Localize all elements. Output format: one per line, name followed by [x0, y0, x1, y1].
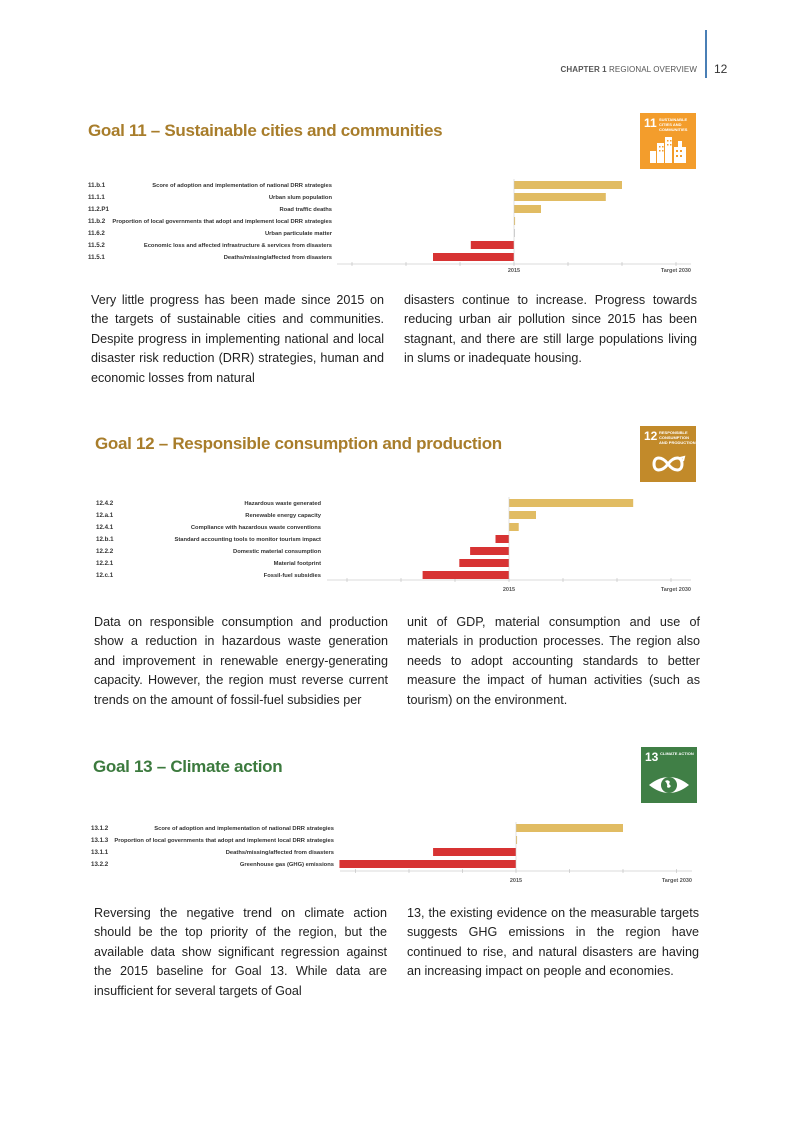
x-tick-label-target: Target 2030	[661, 878, 692, 884]
category-code: 12.a.1	[96, 512, 114, 519]
goal-13-title: Goal 13 – Climate action	[93, 757, 283, 776]
category-code: 11.b.1	[88, 182, 106, 189]
category-code: 13.1.2	[91, 825, 109, 832]
category-label: Hazardous waste generated	[244, 501, 321, 507]
bar	[433, 848, 516, 856]
category-label: Urban particulate matter	[264, 231, 332, 237]
bar	[516, 824, 623, 832]
goal-13-badge-label: CLIMATE ACTION	[660, 751, 694, 756]
goal-12-title: Goal 12 – Responsible consumption and production	[95, 434, 502, 453]
category-label: Proportion of local governments that adopt and implement local DRR strategies	[114, 838, 334, 844]
category-label: Standard accounting tools to monitor tourism impact	[174, 537, 321, 543]
goal-12-paragraph-left: Data on responsible consumption and production show a reduction in hazardous waste generation and improvement in renewable energy-generating capacity. However, the region must reverse current trends on the amount of fossil-fuel subsidies per	[94, 615, 388, 707]
category-label: Fossil-fuel subsidies	[263, 573, 321, 579]
category-label: Material footprint	[273, 561, 321, 567]
x-tick-label-baseline: 2015	[507, 268, 521, 274]
category-code: 11.5.1	[88, 254, 105, 261]
bar	[339, 860, 516, 868]
category-label: Economic loss and affected infrastructure & services from disasters	[143, 243, 332, 249]
goal-11-title: Goal 11 – Sustainable cities and communities	[88, 121, 443, 140]
x-tick-label-baseline: 2015	[502, 587, 516, 593]
category-label: Score of adoption and implementation of national DRR strategies	[152, 183, 332, 189]
goal-12-badge-label: RESPONSIBLE CONSUMPTION AND PRODUCTION	[659, 430, 696, 445]
category-code: 12.2.2	[96, 548, 114, 555]
category-code: 13.2.2	[91, 861, 109, 868]
goal-11-badge-label: SUSTAINABLE CITIES AND COMMUNITIES	[659, 117, 688, 132]
goal-12-paragraph-right: unit of GDP, material consumption and use of materials in production processes. The region also needs to adopt accounting standards to better measure the impact of human activities (such as tourism) on the environment.	[407, 615, 700, 707]
goal-11-paragraph-left: Very little progress has been made since 2015 on the targets of sustainable cities and communities. Despite progress in implementing national and local disaster risk reduction (DRR) strategies, human and economic losses from natural	[91, 293, 384, 385]
category-code: 12.4.1	[96, 524, 114, 531]
category-code: 11.6.2	[88, 230, 105, 237]
category-label: Compliance with hazardous waste conventions	[190, 525, 321, 531]
x-tick-label-target: Target 2030	[660, 587, 691, 593]
category-label: Greenhouse gas (GHG) emissions	[239, 862, 334, 868]
category-code: 13.1.3	[91, 837, 109, 844]
category-code: 12.4.2	[96, 500, 114, 507]
category-label: Renewable energy capacity	[245, 513, 321, 519]
category-label: Urban slum population	[268, 195, 332, 201]
category-label: Deaths/missing/affected from disasters	[223, 255, 332, 261]
category-code: 11.5.2	[88, 242, 105, 249]
goal-13-badge-number: 13	[645, 750, 659, 764]
category-label: Score of adoption and implementation of national DRR strategies	[154, 826, 334, 832]
goal-11-paragraph-right: disasters continue to increase. Progress towards reducing urban air pollution since 2015 has been stagnant, and there are still large populations living in slums or inadequate housing.	[404, 293, 697, 366]
category-code: 11.1.1	[88, 194, 105, 201]
category-label: Domestic material consumption	[233, 549, 321, 555]
page-number: 12	[714, 62, 728, 76]
goal-11-badge-number: 11	[644, 116, 657, 130]
chapter-label: CHAPTER 1 REGIONAL OVERVIEW	[560, 65, 697, 74]
category-label: Road traffic deaths	[279, 207, 332, 213]
category-code: 13.1.1	[91, 849, 109, 856]
category-label: Deaths/missing/affected from disasters	[225, 850, 334, 856]
category-code: 12.c.1	[96, 572, 114, 579]
category-code: 12.b.1	[96, 536, 114, 543]
x-tick-label-baseline: 2015	[509, 878, 523, 884]
category-code: 12.2.1	[96, 560, 114, 567]
category-code: 11.2.P1	[88, 206, 109, 213]
goal-12-badge-number: 12	[644, 429, 658, 443]
x-tick-label-target: Target 2030	[660, 268, 691, 274]
goal-13-paragraph-left: Reversing the negative trend on climate action should be the top priority of the region, but the available data show significant regression against the 2015 baseline for Goal 13. While data are insufficient for several targets of Goal	[94, 906, 387, 998]
category-code: 11.b.2	[88, 218, 106, 225]
category-label: Proportion of local governments that adopt and implement local DRR strategies	[112, 219, 332, 225]
goal-13-paragraph-right: 13, the existing evidence on the measurable targets suggests GHG emissions in the region have continued to rise, and natural disasters are having an increasing impact on people and economies.	[407, 906, 699, 979]
